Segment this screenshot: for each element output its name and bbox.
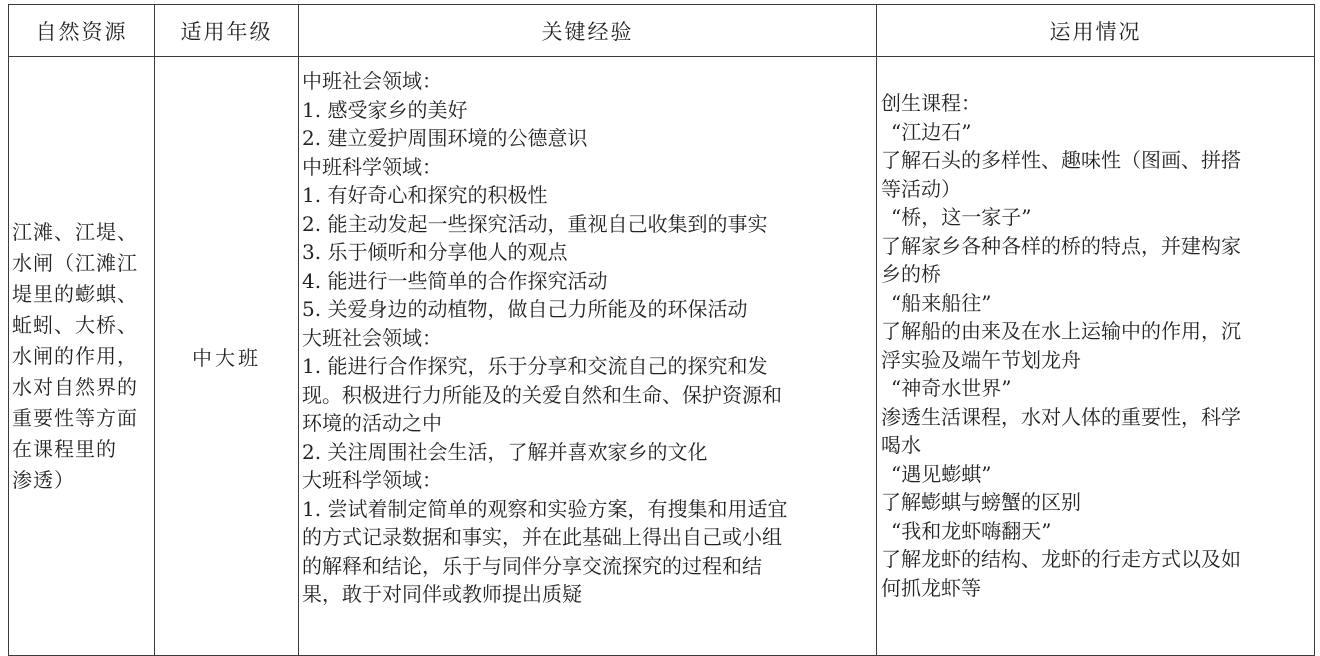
experience-line: 环境的活动之中 <box>302 411 442 435</box>
resource-cell <box>9 57 155 656</box>
header-row <box>9 5 1315 57</box>
experience-line: 大班社会领域： <box>302 325 442 350</box>
experience-line: 2. 能主动发起一些探究活动，重视自己收集到的事实 <box>302 211 768 236</box>
course-title: “我和龙虾嗨翻天” <box>891 518 1052 543</box>
experience-line: 现。积极进行力所能及的关爱自然和生命、保护资源和 <box>302 382 782 407</box>
usage-line: 了解龙虾的结构、龙虾的行走方式以及如 <box>881 547 1241 571</box>
grade-cell: 中大班 <box>155 57 299 656</box>
key-experience-cell <box>299 57 877 656</box>
resource-line: 江滩、江堤、 <box>12 219 138 244</box>
header-key-experience: 关键经验 <box>299 5 877 57</box>
course-title: “遇见蟛蜞” <box>891 461 992 486</box>
experience-line: 1. 能进行合作探究，乐于分享和交流自己的探究和发 <box>302 354 768 378</box>
header-natural-resource: 自然资源 <box>9 5 155 57</box>
usage-line: 创生课程： <box>881 91 981 115</box>
course-title: “江边石” <box>891 119 972 144</box>
experience-line: 1. 有好奇心和探究的积极性 <box>302 183 548 207</box>
usage-line: 渗透生活课程，水对人体的重要性，科学 <box>881 404 1241 429</box>
usage-cell <box>877 57 1315 656</box>
experience-line: 中班科学领域： <box>302 154 442 179</box>
experience-line: 2. 建立爱护周围环境的公德意识 <box>302 126 588 150</box>
usage-line: 浮实验及端午节划龙舟 <box>881 347 1081 372</box>
resource-line: 水对自然界的 <box>12 374 138 399</box>
usage-line: 乡的桥 <box>881 262 941 286</box>
course-title: “神奇水世界” <box>891 376 1012 400</box>
course-title: “桥，这一家子” <box>891 205 1032 229</box>
experience-line: 中班社会领域： <box>302 69 442 93</box>
experience-line: 4. 能进行一些简单的合作探究活动 <box>302 268 608 293</box>
experience-line: 的解释和结论，乐于与同伴分享交流探究的过程和结 <box>302 553 762 578</box>
experience-line: 的方式记录数据和事实，并在此基础上得出自己或小组 <box>302 525 782 549</box>
resource-line: 渗透） <box>12 467 75 492</box>
resource-line: 在课程里的 <box>12 436 117 461</box>
usage-line: 了解蟛蜞与螃蟹的区别 <box>881 490 1081 514</box>
experience-line: 5. 关爱身边的动植物，做自己力所能及的环保活动 <box>302 297 748 321</box>
usage-line: 何抓龙虾等 <box>881 575 981 600</box>
course-title: “船来船往” <box>891 290 992 315</box>
table-row <box>9 57 1315 656</box>
resource-line: 水闸的作用， <box>12 343 138 368</box>
experience-line: 3. 乐于倾听和分享他人的观点 <box>302 240 568 264</box>
curriculum-table <box>8 4 1315 656</box>
resource-line: 水闸（江滩江 <box>12 250 138 275</box>
usage-line: 等活动） <box>881 176 961 201</box>
resource-line: 蚯蚓、大桥、 <box>12 312 138 337</box>
usage-line: 了解家乡各种各样的桥的特点，并建构家 <box>881 233 1241 258</box>
header-usage: 运用情况 <box>877 5 1315 57</box>
experience-line: 2. 关注周围社会生活，了解并喜欢家乡的文化 <box>302 439 708 464</box>
resource-line: 堤里的蟛蜞、 <box>12 281 138 306</box>
header-applicable-grade: 适用年级 <box>155 5 299 57</box>
experience-line: 1. 尝试着制定简单的观察和实验方案，有搜集和用适宜 <box>302 496 788 521</box>
usage-line: 喝水 <box>881 433 921 457</box>
experience-line: 1. 感受家乡的美好 <box>302 97 468 122</box>
experience-line: 果，敢于对同伴或教师提出质疑 <box>302 582 582 606</box>
resource-line: 重要性等方面 <box>12 405 138 430</box>
experience-line: 大班科学领域： <box>302 468 442 492</box>
usage-line: 了解船的由来及在水上运输中的作用，沉 <box>881 319 1241 343</box>
usage-line: 了解石头的多样性、趣味性（图画、拼搭 <box>881 148 1241 172</box>
